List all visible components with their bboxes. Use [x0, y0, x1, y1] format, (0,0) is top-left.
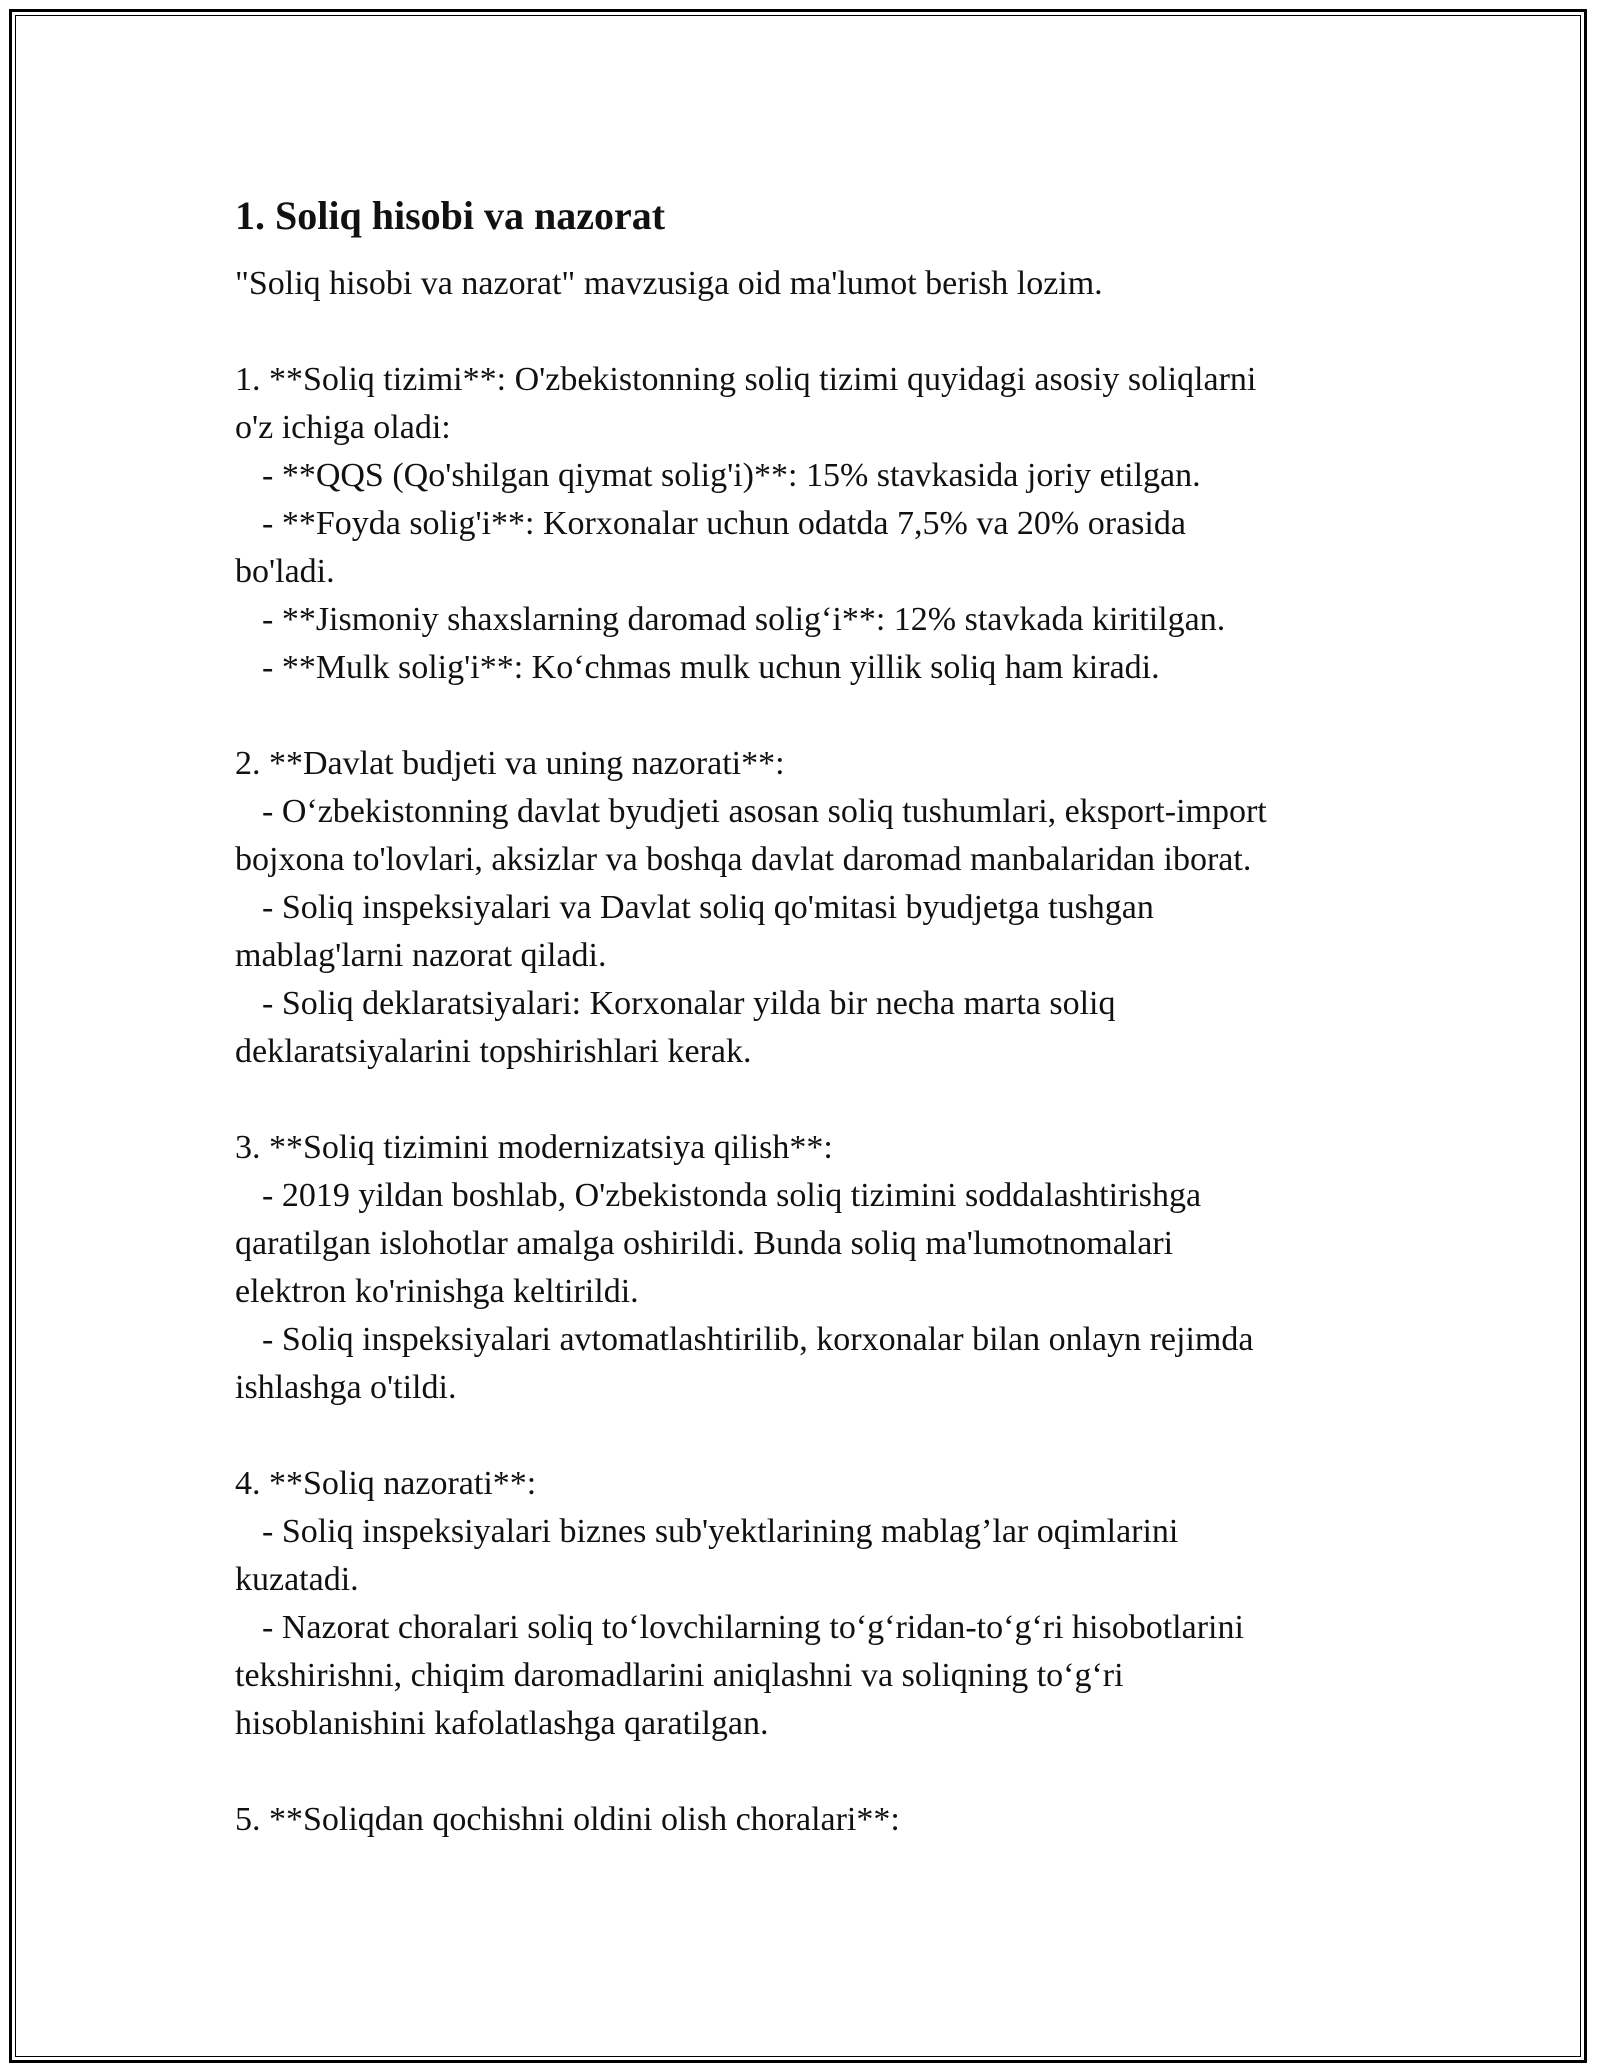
document-body [235, 180, 1375, 1844]
list-item-continuation: bo'ladi. [235, 553, 335, 590]
section-title-continuation: o'z ichiga oladi: [235, 409, 451, 446]
intro-paragraph: "Soliq hisobi va nazorat" mavzusiga oid ma'lumot berish lozim. [235, 265, 1103, 302]
section-tax-system [235, 356, 1375, 692]
list-item-continuation: qaratilgan islohotlar amalga oshirildi. Bunda soliq ma'lumotnomalari [235, 1225, 1174, 1262]
list-item: - **Foyda solig'i**: Korxonalar uchun odatda 7,5% va 20% orasida [262, 505, 1186, 542]
section-title: 4. **Soliq nazorati**: [235, 1465, 537, 1502]
section-modernization [235, 1124, 1375, 1412]
list-item: - Soliq deklaratsiyalari: Korxonalar yilda bir necha marta soliq [262, 985, 1116, 1022]
document-heading: 1. Soliq hisobi va nazorat [235, 193, 666, 238]
section-title: 1. **Soliq tizimi**: O'zbekistonning soliq tizimi quyidagi asosiy soliqlarni [235, 361, 1257, 398]
section-title: 3. **Soliq tizimini modernizatsiya qilish**: [235, 1129, 833, 1166]
list-item-continuation: elektron ko'rinishga keltirildi. [235, 1273, 639, 1310]
list-item-continuation: mablag'larni nazorat qiladi. [235, 937, 607, 974]
list-item: - Nazorat choralari soliq to‘lovchilarning to‘g‘ridan-to‘g‘ri hisobotlarini [262, 1609, 1244, 1646]
list-item-continuation: hisoblanishini kafolatlashga qaratilgan. [235, 1705, 769, 1742]
list-item-continuation: tekshirishni, chiqim daromadlarini aniqlashni va soliqning to‘g‘ri [235, 1657, 1124, 1694]
list-item-continuation: bojxona to'lovlari, aksizlar va boshqa davlat daromad manbalaridan iborat. [235, 841, 1252, 878]
section-state-budget [235, 740, 1375, 1076]
list-item-continuation: deklaratsiyalarini topshirishlari kerak. [235, 1033, 752, 1070]
list-item-continuation: ishlashga o'tildi. [235, 1369, 457, 1406]
section-title: 2. **Davlat budjeti va uning nazorati**: [235, 745, 785, 782]
list-item: - Soliq inspeksiyalari biznes sub'yektlarining mablag’lar oqimlarini [262, 1513, 1179, 1550]
section-tax-control [235, 1460, 1375, 1748]
list-item: - **Mulk solig'i**: Ko‘chmas mulk uchun yillik soliq ham kiradi. [262, 649, 1160, 686]
list-item: - Soliq inspeksiyalari avtomatlashtirilib, korxonalar bilan onlayn rejimda [262, 1321, 1254, 1358]
list-item: - 2019 yildan boshlab, O'zbekistonda soliq tizimini soddalashtirishga [262, 1177, 1202, 1214]
list-item: - O‘zbekistonning davlat byudjeti asosan soliq tushumlari, eksport-import [262, 793, 1267, 830]
section-title: 5. **Soliqdan qochishni oldini olish choralari**: [235, 1801, 900, 1838]
list-item-continuation: kuzatadi. [235, 1561, 359, 1598]
list-item: - **QQS (Qo'shilgan qiymat solig'i)**: 15% stavkasida joriy etilgan. [262, 457, 1201, 494]
list-item: - Soliq inspeksiyalari va Davlat soliq qo'mitasi byudjetga tushgan [262, 889, 1154, 926]
list-item: - **Jismoniy shaxslarning daromad solig‘i**: 12% stavkada kiritilgan. [262, 601, 1226, 638]
section-evasion-prevention [235, 1796, 1375, 1844]
